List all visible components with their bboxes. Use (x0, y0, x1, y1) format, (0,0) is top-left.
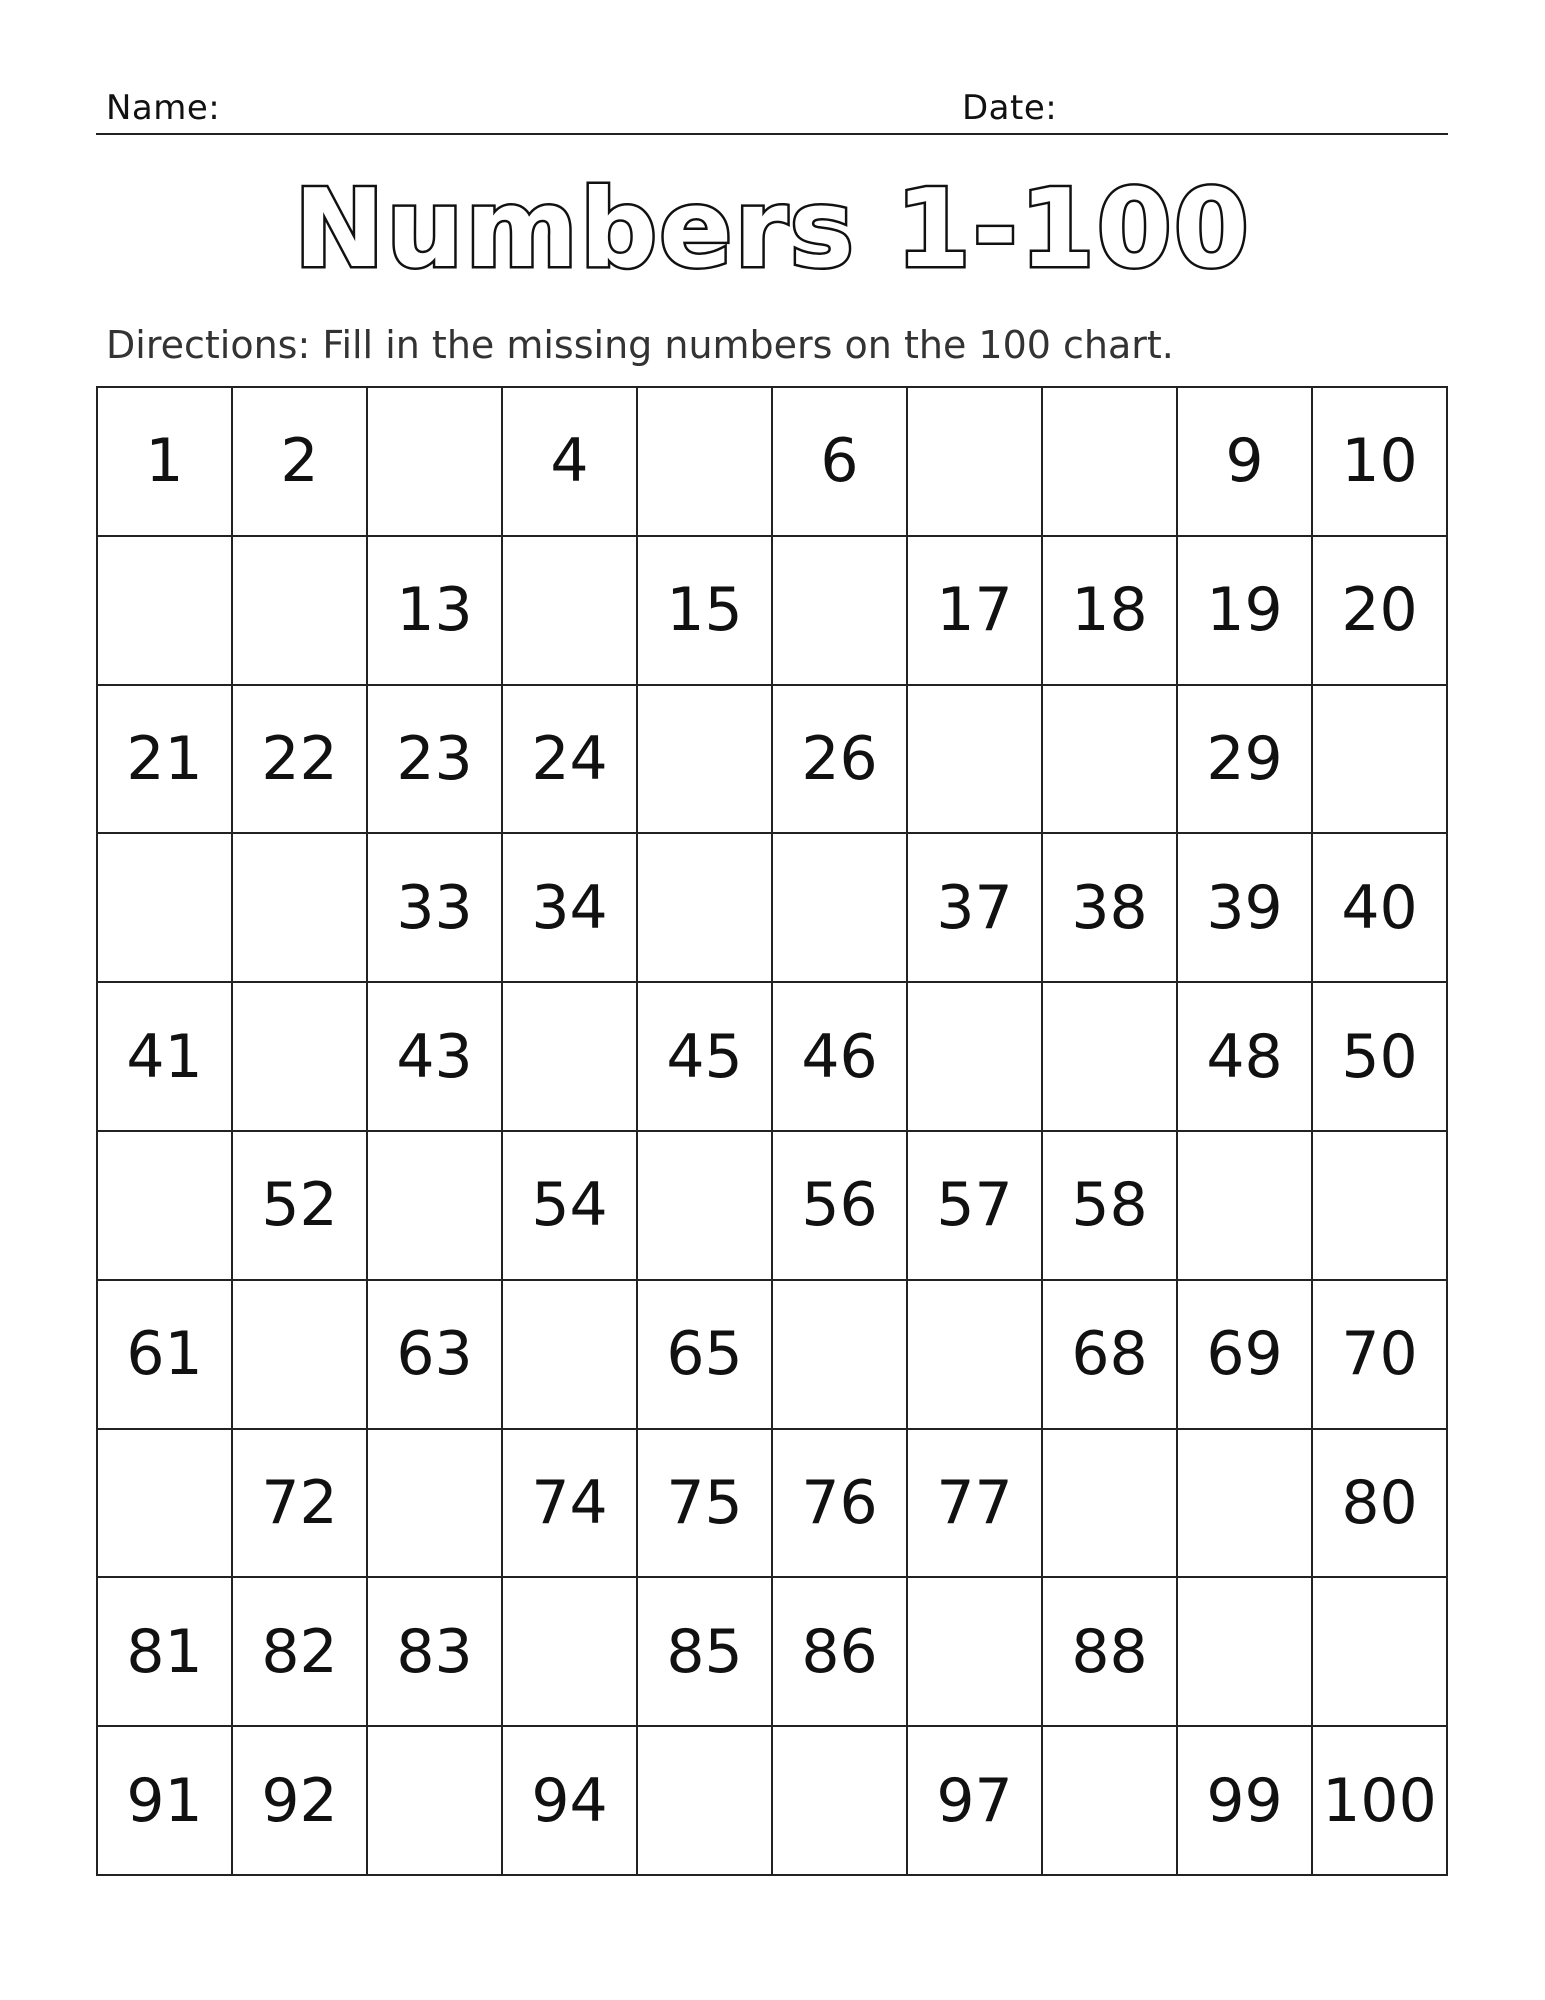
number-cell: 13 (368, 537, 503, 686)
number-cell: 99 (1178, 1727, 1313, 1876)
blank-cell[interactable] (503, 983, 638, 1132)
number-cell: 94 (503, 1727, 638, 1876)
number-cell: 57 (908, 1132, 1043, 1281)
name-date-line[interactable] (96, 133, 1448, 135)
blank-cell[interactable] (368, 1430, 503, 1579)
number-cell: 4 (503, 388, 638, 537)
number-cell: 68 (1043, 1281, 1178, 1430)
blank-cell[interactable] (638, 686, 773, 835)
number-cell: 19 (1178, 537, 1313, 686)
blank-cell[interactable] (233, 1281, 368, 1430)
blank-cell[interactable] (1043, 388, 1178, 537)
blank-cell[interactable] (773, 537, 908, 686)
number-cell: 92 (233, 1727, 368, 1876)
number-cell: 83 (368, 1578, 503, 1727)
blank-cell[interactable] (1178, 1430, 1313, 1579)
number-cell: 23 (368, 686, 503, 835)
date-label: Date: (962, 88, 1058, 128)
number-cell: 24 (503, 686, 638, 835)
number-cell: 22 (233, 686, 368, 835)
number-cell: 2 (233, 388, 368, 537)
directions-text: Directions: Fill in the missing numbers on the 100 chart. (106, 323, 1174, 367)
number-cell: 17 (908, 537, 1043, 686)
name-label: Name: (106, 88, 221, 128)
number-cell: 58 (1043, 1132, 1178, 1281)
number-cell: 37 (908, 834, 1043, 983)
number-cell: 48 (1178, 983, 1313, 1132)
blank-cell[interactable] (1313, 1578, 1448, 1727)
number-cell: 40 (1313, 834, 1448, 983)
blank-cell[interactable] (98, 834, 233, 983)
blank-cell[interactable] (233, 983, 368, 1132)
number-cell: 61 (98, 1281, 233, 1430)
number-cell: 18 (1043, 537, 1178, 686)
number-cell: 41 (98, 983, 233, 1132)
number-cell: 15 (638, 537, 773, 686)
number-cell: 97 (908, 1727, 1043, 1876)
blank-cell[interactable] (1313, 686, 1448, 835)
number-cell: 91 (98, 1727, 233, 1876)
number-cell: 50 (1313, 983, 1448, 1132)
blank-cell[interactable] (908, 983, 1043, 1132)
blank-cell[interactable] (503, 537, 638, 686)
number-cell: 88 (1043, 1578, 1178, 1727)
number-cell: 46 (773, 983, 908, 1132)
number-cell: 63 (368, 1281, 503, 1430)
blank-cell[interactable] (773, 1281, 908, 1430)
hundred-chart (96, 386, 1448, 1876)
blank-cell[interactable] (1178, 1578, 1313, 1727)
number-cell: 45 (638, 983, 773, 1132)
blank-cell[interactable] (773, 834, 908, 983)
number-cell: 6 (773, 388, 908, 537)
blank-cell[interactable] (368, 388, 503, 537)
blank-cell[interactable] (638, 388, 773, 537)
number-cell: 20 (1313, 537, 1448, 686)
page-title: Numbers 1-100 (294, 167, 1251, 292)
number-cell: 77 (908, 1430, 1043, 1579)
blank-cell[interactable] (908, 1578, 1043, 1727)
number-cell: 21 (98, 686, 233, 835)
blank-cell[interactable] (368, 1132, 503, 1281)
number-cell: 38 (1043, 834, 1178, 983)
number-cell: 100 (1313, 1727, 1448, 1876)
blank-cell[interactable] (908, 686, 1043, 835)
number-cell: 75 (638, 1430, 773, 1579)
number-cell: 52 (233, 1132, 368, 1281)
blank-cell[interactable] (233, 834, 368, 983)
blank-cell[interactable] (908, 388, 1043, 537)
blank-cell[interactable] (233, 537, 368, 686)
blank-cell[interactable] (98, 1430, 233, 1579)
blank-cell[interactable] (1178, 1132, 1313, 1281)
blank-cell[interactable] (503, 1281, 638, 1430)
blank-cell[interactable] (773, 1727, 908, 1876)
blank-cell[interactable] (638, 1727, 773, 1876)
number-cell: 76 (773, 1430, 908, 1579)
number-cell: 56 (773, 1132, 908, 1281)
number-cell: 74 (503, 1430, 638, 1579)
number-cell: 54 (503, 1132, 638, 1281)
number-cell: 29 (1178, 686, 1313, 835)
number-cell: 70 (1313, 1281, 1448, 1430)
number-cell: 80 (1313, 1430, 1448, 1579)
blank-cell[interactable] (503, 1578, 638, 1727)
blank-cell[interactable] (1043, 686, 1178, 835)
number-cell: 43 (368, 983, 503, 1132)
blank-cell[interactable] (1313, 1132, 1448, 1281)
number-cell: 69 (1178, 1281, 1313, 1430)
blank-cell[interactable] (1043, 1430, 1178, 1579)
number-cell: 9 (1178, 388, 1313, 537)
blank-cell[interactable] (908, 1281, 1043, 1430)
number-cell: 72 (233, 1430, 368, 1579)
number-cell: 1 (98, 388, 233, 537)
number-cell: 82 (233, 1578, 368, 1727)
blank-cell[interactable] (1043, 1727, 1178, 1876)
number-cell: 26 (773, 686, 908, 835)
blank-cell[interactable] (98, 1132, 233, 1281)
number-cell: 85 (638, 1578, 773, 1727)
blank-cell[interactable] (1043, 983, 1178, 1132)
blank-cell[interactable] (98, 537, 233, 686)
blank-cell[interactable] (638, 834, 773, 983)
number-cell: 34 (503, 834, 638, 983)
number-cell: 33 (368, 834, 503, 983)
blank-cell[interactable] (638, 1132, 773, 1281)
number-cell: 65 (638, 1281, 773, 1430)
number-cell: 86 (773, 1578, 908, 1727)
blank-cell[interactable] (368, 1727, 503, 1876)
number-cell: 39 (1178, 834, 1313, 983)
number-cell: 81 (98, 1578, 233, 1727)
number-cell: 10 (1313, 388, 1448, 537)
